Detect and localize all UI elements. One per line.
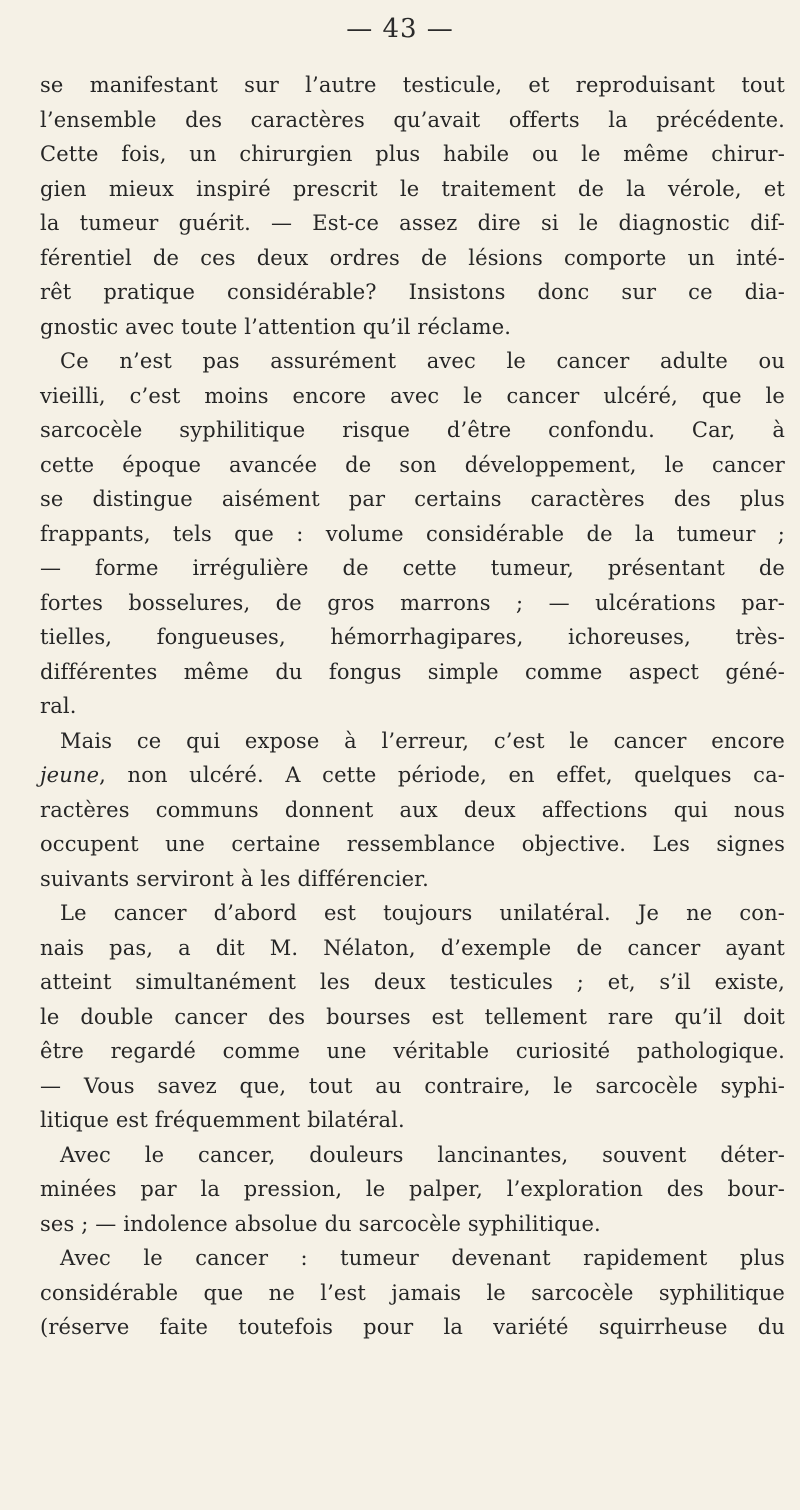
text-line: l’ensemble des caractères qu’avait offerts la précédente. [40, 107, 785, 132]
text-line: nais pas, a dit M. Nélaton, d’exemple de cancer ayant [40, 935, 785, 960]
text-line: Mais ce qui expose à l’erreur, c’est le cancer encore [60, 728, 785, 753]
text-line: occupent une certaine ressemblance objective. Les signes [40, 832, 785, 856]
text-line: — Vous savez que, tout au contraire, le sarcocèle syphi- [40, 1073, 785, 1098]
text-line: gnostic avec toute l’attention qu’il réclame. [40, 314, 512, 339]
text-line: vieilli, c’est moins encore avec le cancer ulcéré, que le [40, 383, 785, 408]
text-line: sarcocèle syphilitique risque d’être confondu. Car, à [40, 418, 785, 442]
text-line: jeune, non ulcéré. A cette période, en effet, quelques ca- [40, 763, 785, 787]
text-line: se distingue aisément par certains caractères des plus [40, 487, 785, 511]
text-line: litique est fréquemment bilatéral. [40, 1108, 405, 1132]
text-line: (réserve faite toutefois pour la variété squirrheuse du [40, 1315, 785, 1339]
text-line: suivants serviront à les différencier. [40, 866, 429, 891]
text-line: gien mieux inspiré prescrit le traitement de la vérole, et [40, 176, 785, 201]
text-line: Avec le cancer, douleurs lancinantes, souvent déter- [60, 1142, 785, 1167]
text-line: cette époque avancée de son développement, le cancer [40, 452, 785, 477]
text-line: ses ; — indolence absolue du sarcocèle syphilitique. [40, 1211, 601, 1236]
body-text [40, 68, 785, 1345]
text-line: la tumeur guérit. — Est-ce assez dire si le diagnostic dif- [40, 211, 785, 235]
text-line: férentiel de ces deux ordres de lésions comporte un inté- [40, 245, 785, 270]
text-line: ral. [40, 694, 77, 718]
text-line: ractères communs donnent aux deux affections qui nous [40, 797, 785, 822]
text-line: le double cancer des bourses est tellement rare qu’il doit [40, 1004, 785, 1029]
text-line: atteint simultanément les deux testicules ; et, s’il existe, [40, 970, 785, 994]
text-line: être regardé comme une véritable curiosité pathologique. [40, 1039, 785, 1063]
text-line: Ce n’est pas assurément avec le cancer adulte ou [60, 349, 785, 373]
text-line: considérable que ne l’est jamais le sarcocèle syphilitique [40, 1280, 785, 1305]
emphasized-word: jeune [40, 763, 100, 787]
text-line: différentes même du fongus simple comme aspect géné- [40, 659, 785, 684]
text-line: fortes bosselures, de gros marrons ; — ulcérations par- [40, 590, 785, 615]
text-line: frappants, tels que : volume considérable de la tumeur ; [40, 521, 785, 546]
page-number-header: — 43 — [346, 14, 454, 44]
text-line: Le cancer d’abord est toujours unilatéral. Je ne con- [60, 901, 785, 925]
text-line: se manifestant sur l’autre testicule, et reproduisant tout [40, 73, 785, 97]
text-line: Avec le cancer : tumeur devenant rapidement plus [60, 1246, 785, 1270]
text-line: — forme irrégulière de cette tumeur, présentant de [40, 556, 785, 580]
text-line: Cette fois, un chirurgien plus habile ou le même chirur- [40, 142, 785, 166]
text-line: rêt pratique considérable? Insistons donc sur ce dia- [40, 280, 785, 304]
text-line: minées par la pression, le palper, l’exploration des bour- [40, 1177, 785, 1201]
text-line: tielles, fongueuses, hémorrhagipares, ichoreuses, très- [40, 625, 785, 649]
